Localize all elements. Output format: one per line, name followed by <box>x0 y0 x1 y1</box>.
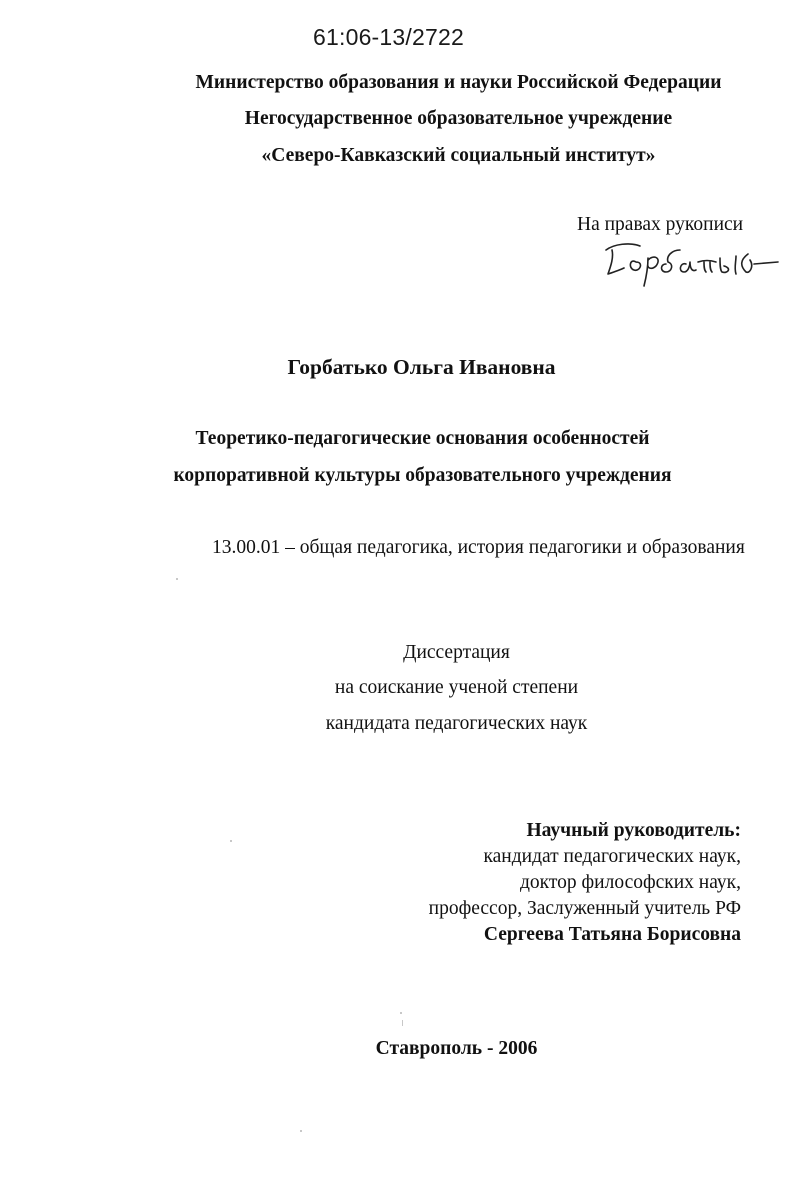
supervisor-rank-2: доктор философских наук, <box>520 872 741 893</box>
manuscript-rights-note: На правах рукописи <box>577 214 744 235</box>
author-name: Горбатько Ольга Ивановна <box>287 355 556 379</box>
dissertation-title-line-2: корпоративной культуры образовательного учреждения <box>173 465 672 486</box>
scan-speck <box>402 1020 403 1026</box>
degree-purpose: на соискание ученой степени <box>334 677 579 698</box>
institution-type: Негосударственное образовательное учреждение <box>244 108 673 129</box>
supervisor-name: Сергеева Татьяна Борисовна <box>483 924 741 945</box>
handwritten-signature <box>600 228 780 288</box>
scan-speck <box>300 1130 302 1132</box>
archive-code: 61:06-13/2722 <box>313 24 464 50</box>
scan-speck <box>230 840 232 842</box>
specialty-code: 13.00.01 – общая педагогика, история педагогики и образования <box>212 537 745 558</box>
supervisor-heading: Научный руководитель: <box>526 820 741 841</box>
supervisor-rank-1: кандидат педагогических наук, <box>483 846 741 867</box>
city-year: Ставрополь - 2006 <box>375 1038 538 1059</box>
supervisor-rank-3: профессор, Заслуженный учитель РФ <box>428 898 741 919</box>
scan-speck <box>400 1012 402 1014</box>
degree-field: кандидата педагогических наук <box>325 713 588 734</box>
dissertation-title-line-1: Теоретико-педагогические основания особенностей <box>195 428 650 449</box>
supervisor-block <box>429 818 741 948</box>
degree-type: Диссертация <box>403 642 510 663</box>
ministry-heading: Министерство образования и науки Российской Федерации <box>195 72 722 93</box>
scan-speck <box>176 578 178 580</box>
institution-name: «Северо-Кавказский социальный институт» <box>261 145 656 166</box>
